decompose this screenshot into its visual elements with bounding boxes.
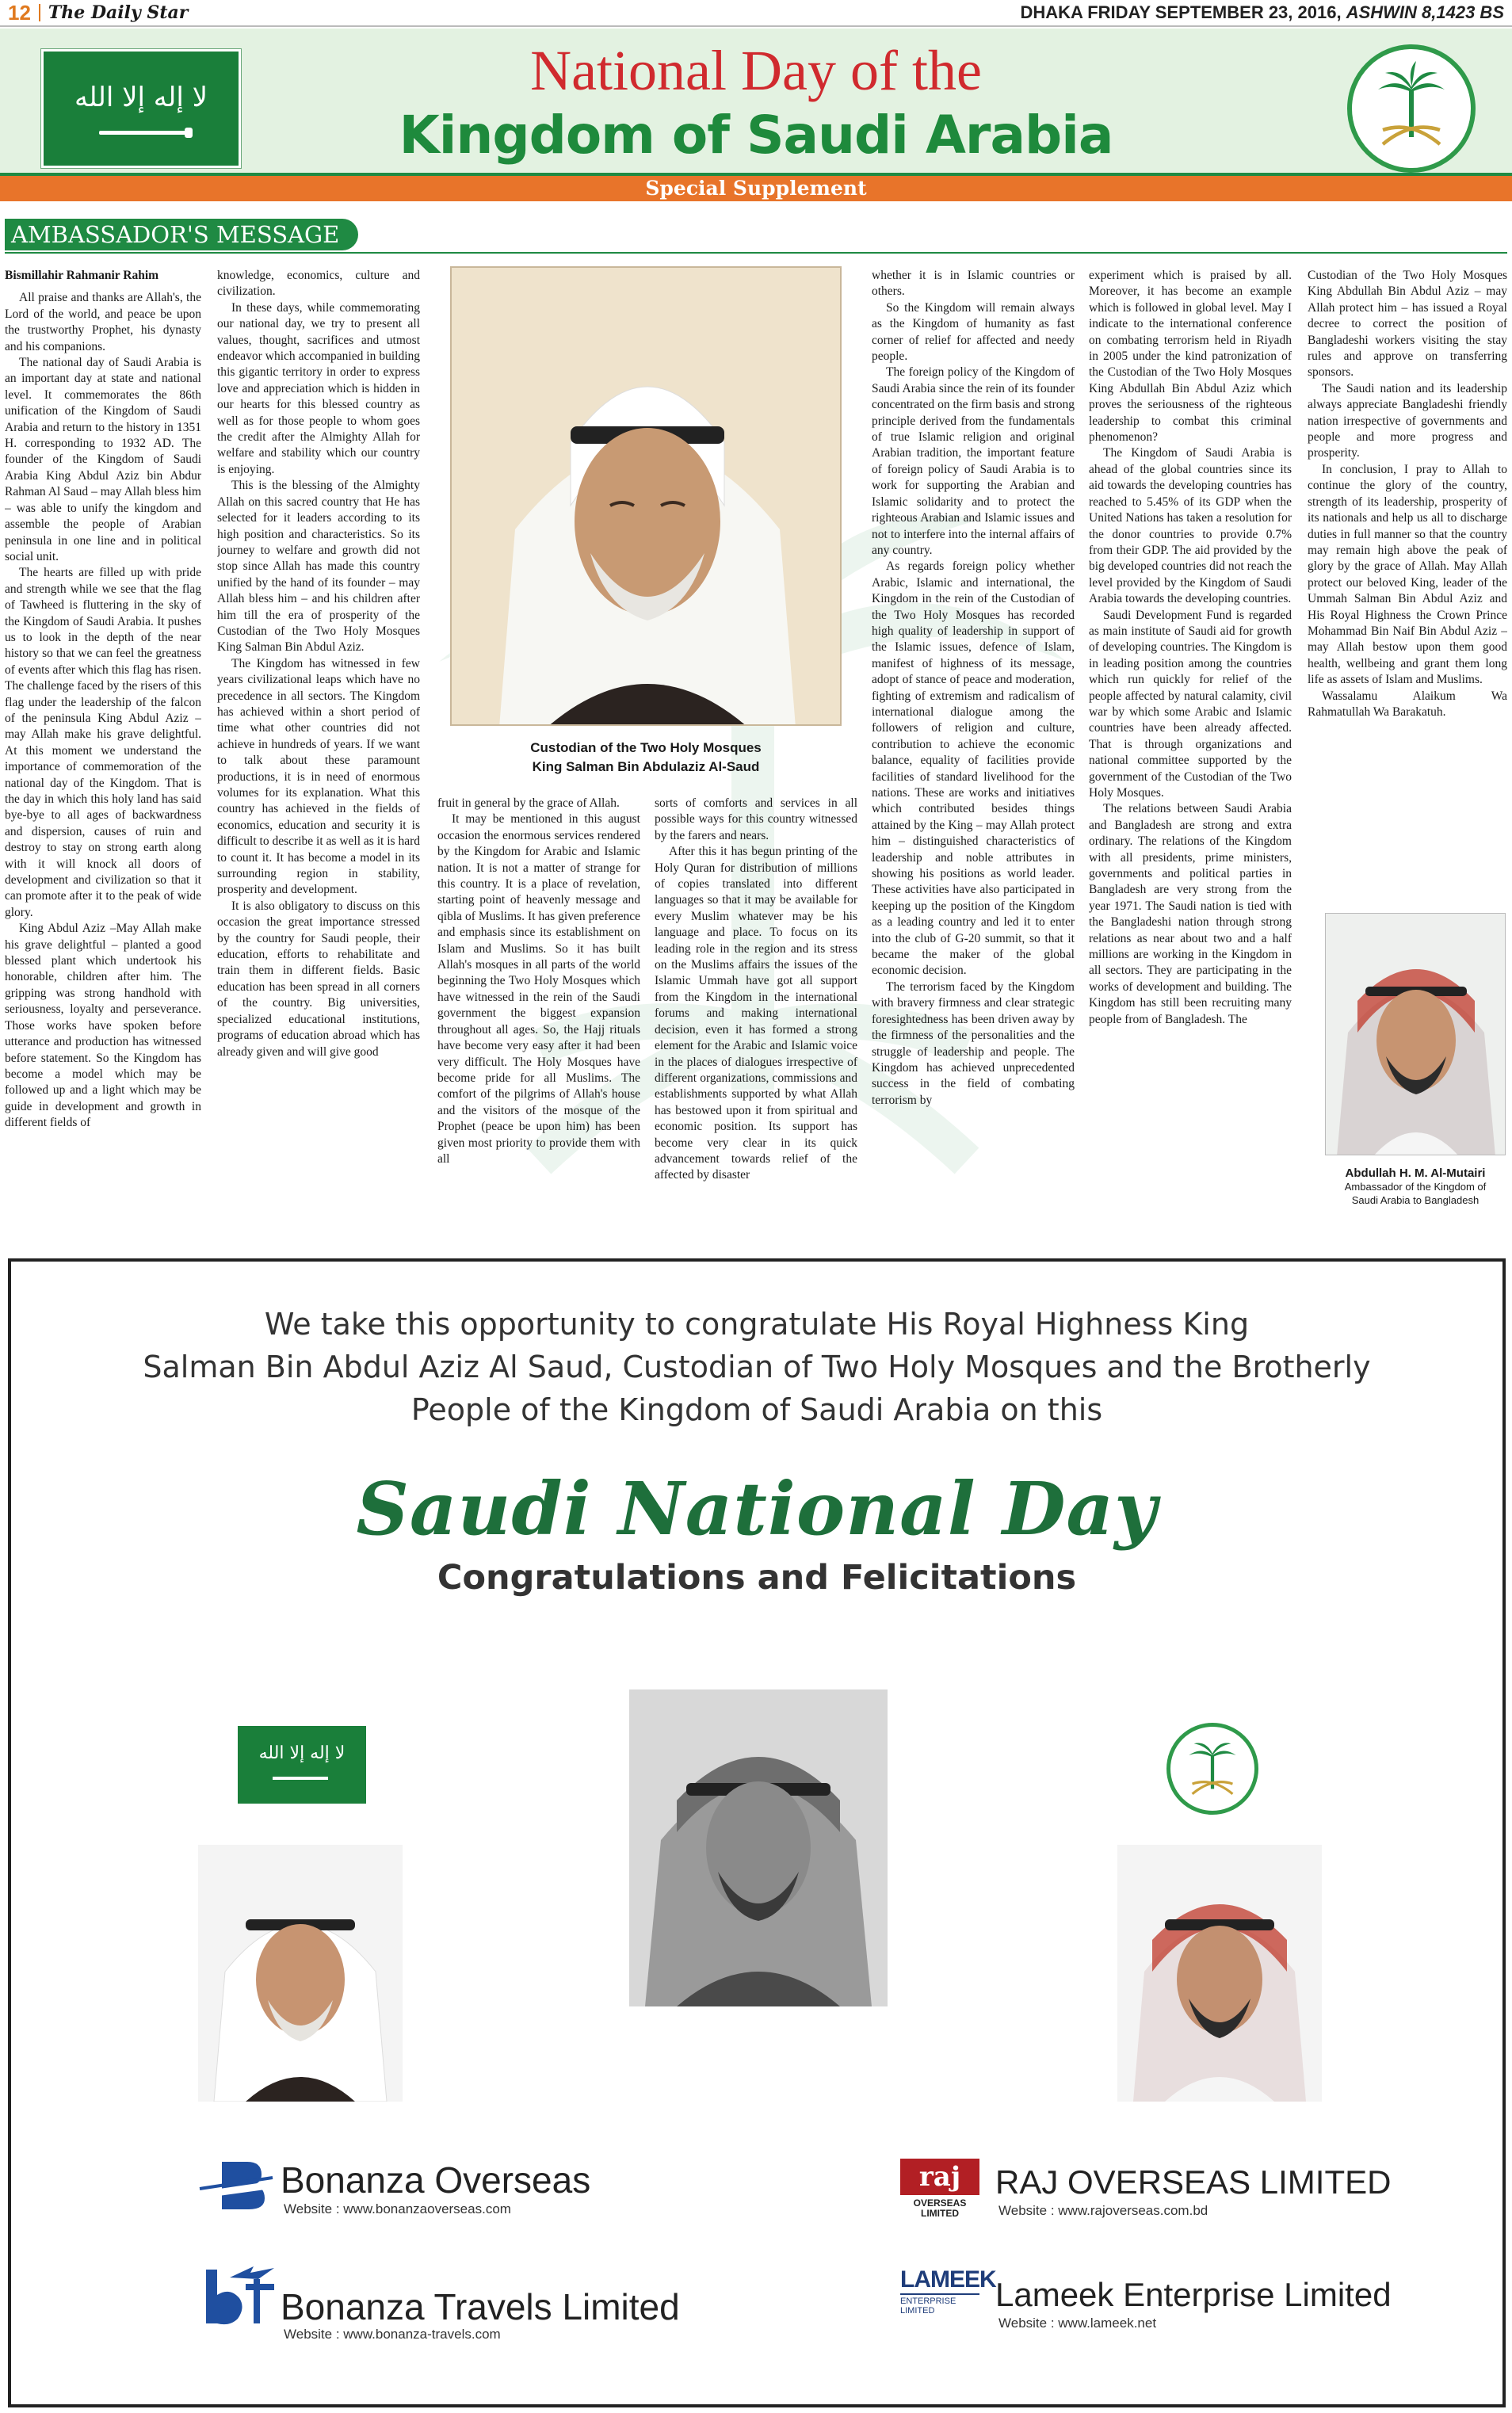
king-abdulaziz-portrait <box>629 1689 888 2006</box>
col6-para: The relations between Saudi Arabia and Bangladesh are strong and extra ordinary. The relations of the Kingdom with all presidents, prime ministers, governments and political parties in Bangladesh are very strong from the year 1971. The Saudi nation is tied with the Bangladeshi nation through strong relations as near about two and a half millions are working in the Kingdom in all sectors. They are participating in the works of development and building. The Kingdom has still been recruiting many people from of Bangladesh. The <box>1089 802 1292 1026</box>
col3-para: It may be mentioned in this august occasion the enormous services rendered by the Kingdom for Arabic and Islamic nation. It is not a matter of strange for this country. It is a place of revelation, starting point of heavenly message and qibla of Muslims. It has given preference and emphasis since its establishment on Islam and Muslims. So it has built Allah's mosques in all parts of the world beginning the Two Holy Mosques which have witnessed in the rein of the Saudi government the biggest expansion throughout all ages. So, the Hajj rituals have become very easy after it had been very difficult. The Holy Mosques have become pride for all Muslims. The comfort of the pilgrims of Allah's house and the visitors of the mosque of the Prophet (peace be upon him) has been given most priority to provide them with all <box>437 812 640 1166</box>
dateline <box>1020 2 1504 23</box>
supplement-label: Special Supplement <box>645 177 867 200</box>
supplement-header <box>0 29 1512 176</box>
bonanza-travels-icon <box>198 2263 277 2330</box>
header-title-line2: Kingdom of Saudi Arabia <box>399 105 1113 166</box>
col4-para: After this it has begun printing of the Holy Quran for distribution of millions of copies translated into different languages so that it may be available for every Muslim whatever may be his language and place. To focus on its leading role in the region and its stress on the Muslims affairs the issues of the Islamic Ummah have got all support from the Kingdom in the international forums and making international decision, even it has formed a strong element for the Arabic and Islamic voice in the places of dialogues irrespective of different organizations, commissions and establishments supported by what Allah has bestowed upon it from spiritual and economic position. Its support has become very clear in its quick advancement towards relief of the affected by disaster <box>655 845 857 1182</box>
col7-para: Custodian of the Two Holy Mosques King Abdullah Bin Abdul Aziz – may Allah protect him – has issued a Royal decree to correct the position of Bangladeshi workers visiting the stay rules and approve on transferring sponsors. <box>1308 269 1507 380</box>
article-column-1 <box>5 268 201 1219</box>
main-caption-line2: King Salman Bin Abdulaziz Al-Saud <box>532 759 760 774</box>
saudi-flag-small-icon: لا إله إلا الله <box>238 1726 366 1804</box>
col6-para: Saudi Development Fund is regarded as main institute of Saudi aid for growth of developing countries. The Kingdom is in leading position among the countries which run quickly for relief of the people affected by natural calamity, civil war by which some Arabic and Islamic countries have been already affected. That is through organizations and national committee supported by the government of the Custodian of the Two Holy Mosques. <box>1089 608 1292 800</box>
king-salman-ad-portrait <box>198 1845 403 2102</box>
raj-overseas-logo <box>900 2159 1392 2222</box>
lameek-badge-bottom: ENTERPRISE LIMITED <box>900 2293 979 2316</box>
col6-para: experiment which is praised by all. Moreover, it has become an example which is followed in global level. May I indicate to the international conference on combating terrorism held in Riyadh in 2005 under the kind patronization of the Custodian of the Two Holy Mosques King Abdullah Bin Abdul Aziz which proves the seriousness of the righteous leadership to combat this criminal phenomenon? <box>1089 269 1292 445</box>
company-name: Bonanza Overseas <box>281 2159 591 2201</box>
article-column-7 <box>1308 268 1507 902</box>
bonanza-overseas-icon <box>198 2157 274 2214</box>
col1-para: King Abdul Aziz –May Allah make his grave delightful – planted a good blessed plant which undertook his honorable, children after him. The gripping was strong handhold with seriousness, loyalty and perseverance. Those works have spoken before utterance and production has witnessed before statement. So the Kingdom has become a model which may be followed up and a light which may be guide in development and growth in different fields of <box>5 922 201 1130</box>
col1-para: All praise and thanks are Allah's, the Lord of the world, and peace be upon the trustworthy Prophet, his dynasty and his companions. <box>5 291 201 353</box>
raj-overseas-badge-icon <box>900 2159 979 2219</box>
ad-message <box>11 1303 1502 1431</box>
ambassador-name: Abdullah H. M. Al-Mutairi <box>1345 1166 1486 1180</box>
lameek-badge-top: LAMEEK <box>900 2266 996 2293</box>
company-website: Website : www.rajoverseas.com.bd <box>998 2203 1208 2218</box>
company-website: Website : www.lameek.net <box>998 2316 1157 2331</box>
col5-para: The foreign policy of the Kingdom of Saudi Arabia since the rein of its founder concentrated on the firm basis and strong principle derived from the fundamentals of true Islamic religion and original Arabian tradition, the important feature of foreign policy of Saudi Arabia is to work for supporting the Arabian and Islamic solidarity and to protect the righteous Arabian and Islamic issues and not to interfere into the internal affairs of any country. <box>872 365 1075 557</box>
saudi-emblem-small-icon <box>1166 1723 1258 1815</box>
col5-para: whether it is in Islamic countries or others. <box>872 269 1075 299</box>
col2-para: In these days, while commemorating our national day, we try to present all values, thought, sacrifices and utmost endeavor which accompanied in building this gigantic territory in order to express love and appreciation which is hidden in our hearts for this blessed country as well as for those people to whom goes the credit after the Almighty Allah for welfare and stability which our country is enjoying. <box>217 300 420 476</box>
dateline-date: DHAKA FRIDAY SEPTEMBER 23, 2016, <box>1020 2 1342 22</box>
article-column-3 <box>437 796 640 1224</box>
col1-para: The hearts are filled up with pride and strength while we see that the flag of Tawheed is fluttering in the sky of the Kingdom of Saudi Arabia. It pushes us to look in the depth of the near history so that we can feel the greatness of events after which this flag has risen. The challenge faced by the risers of this flag under the leadership of the falcon of the peninsula King Abdul Aziz – may Allah make his grave delightful. At this moment we understand the importance of commemoration of the national day of the Kingdom. That is the day in which this holy land has said bye-bye to all ages of backwardness and dispersion, causes of ruin and destroy to stay on strong earth along with it will knock all doors of development and civilization so that it can promote after it to the peak of wide glory. <box>5 566 201 919</box>
col6-para: The Kingdom of Saudi Arabia is ahead of the global countries since its aid towards the developing countries has reached to 5.45% of its GDP when the United Nations has taken a resolution for the donor countries to provide 0.7% from their GDP. The aid provided by the big developed countries did not reach the level provided by the Kingdom of Saudi Arabia towards the developing countries. <box>1089 446 1292 606</box>
col2-para: This is the blessing of the Almighty Allah on this sacred country that He has selected for it leaders according to its high position and characteristics. So its journey to welfare and growth did not stop since Allah has made this country unified by the hand of its founder – may Allah bless him – and his children after him till the era of prosperity of the Custodian of the Two Holy Mosques King Salman Bin Abdul Aziz. <box>217 479 420 655</box>
article-column-5 <box>872 268 1075 1219</box>
bonanza-travels-logo <box>198 2263 680 2342</box>
congratulations-advertisement <box>8 1258 1506 2407</box>
col7-para: The Saudi nation and its leadership always appreciate Bangladeshi friendly nation irrespective of governments and people and more progress and prosperity. <box>1308 381 1507 460</box>
ambassador-caption <box>1325 1166 1506 1207</box>
lameek-enterprise-logo <box>900 2266 1392 2338</box>
article-byline: Bismillahir Rahmanir Rahim <box>5 269 159 282</box>
ad-message-line1: We take this opportunity to congratulate His Royal Highness King <box>264 1307 1250 1342</box>
newspaper-name: The Daily Star <box>48 2 189 23</box>
col2-para: knowledge, economics, culture and civilization. <box>217 269 420 299</box>
ad-message-line3: People of the Kingdom of Saudi Arabia on this <box>410 1392 1103 1427</box>
col5-para: So the Kingdom will remain always as the Kingdom of humanity as fast corner of relief for affected and needy people. <box>872 300 1075 364</box>
header-title-line1: National Day of the <box>530 39 982 102</box>
company-name: RAJ OVERSEAS LIMITED <box>995 2163 1392 2201</box>
king-salman-portrait <box>450 266 842 726</box>
bonanza-overseas-logo <box>198 2157 610 2220</box>
ambassador-title-line2: Saudi Arabia to Bangladesh <box>1351 1194 1480 1206</box>
page-number: 12 <box>8 0 31 25</box>
article-column-4 <box>655 796 857 1224</box>
main-portrait-caption <box>450 739 842 777</box>
col1-para: The national day of Saudi Arabia is an important day at state and national level. It commemorates the 86th unification of the Kingdom of Saudi Arabia and return to the history in 1351 H. corresponding to 1932 AD. The founder of the Kingdom of Saudi Arabia King Abdul Aziz bin Abdur Rahman Al Saud – may Allah bless him – was able to unify the kingdom and assemble the people of Arabian peninsula in one line and in political social unit. <box>5 356 201 563</box>
saudi-flag-icon: لا إله إلا الله <box>41 49 241 168</box>
company-name: Bonanza Travels Limited <box>281 2286 680 2327</box>
col4-para: sorts of comforts and services in all possible ways for this country witnessed by the farers and nears. <box>655 796 857 842</box>
article-column-2 <box>217 268 420 1219</box>
company-website: Website : www.bonanza-travels.com <box>284 2327 501 2342</box>
col2-para: The Kingdom has witnessed in few years civilizational leaps which have no precedence in all sectors. The Kingdom has achieved within a short period of time what other countries did not achieve in hundreds of years. If we want to talk about these paramount productions, it is in need of enormous volumes for its explanation. What this country has achieved in the fields of economics, education and security it is difficult to describe it as well as it is hard to count it. It has become a model in its surrounding region in stability, prosperity and development. <box>217 656 420 897</box>
col2-para: It is also obligatory to discuss on this occasion the great importance stressed by the country for Saudi people, their education, efforts to rehabilitate and train them in different fields. Basic education has been spread in all corners of the country. Big universities, specialized educational institutions, programs of education abroad which has already given and will give good <box>217 899 420 1059</box>
dateline-bangla: ASHWIN 8,1423 BS <box>1346 2 1504 22</box>
section-rule <box>5 252 1507 254</box>
company-website: Website : www.bonanzaoverseas.com <box>284 2201 511 2216</box>
col7-para: In conclusion, I pray to Allah to continue the glory of the country, strength of its leadership, prosperity of its nationals and help us all to discharge duties in full manner so that the country may remain high above the peak of glory by the grace of Allah. May Allah protect our beloved King, leader of the Ummah Salman Bin Abdul Aziz and His Royal Highness the Crown Prince Mohammad Bin Naif Bin Abdul Aziz – may Allah bestow upon them good health, wellbeing and grant them long life as assets of Islam and Muslims. <box>1308 462 1507 687</box>
raj-badge-top: raj <box>900 2159 979 2195</box>
section-title: AMBASSADOR'S MESSAGE <box>5 219 358 250</box>
special-supplement-strip <box>0 176 1512 201</box>
masthead-bar <box>0 0 1512 27</box>
masthead-divider <box>39 4 40 21</box>
raj-badge-bottom: OVERSEAS LIMITED <box>913 2197 967 2219</box>
col3-para: fruit in general by the grace of Allah. <box>437 796 620 810</box>
col7-para: Wassalamu Alaikum Wa Rahmatullah Wa Barakatuh. <box>1308 689 1507 719</box>
ad-congrats: Congratulations and Felicitations <box>437 1558 1077 1598</box>
main-caption-line1: Custodian of the Two Holy Mosques <box>530 740 762 755</box>
col5-para: As regards foreign policy whether Arabic, Islamic and international, the Kingdom in the rein of the Custodian of the Two Holy Mosques has recorded high quality of leadership in support of the Islamic issues, defence of Islam, manifest of highness of its message, adopt of stance of peace and moderation, fighting of extremism and radicalism of international dialogue among the followers of religion and culture, contribution to achieve the economic balance, equality of facilities provide facilities of standard livelihood for the nations. These are works and initiatives which contributed besides things attained by the King – may Allah protect him – distinguished characteristics of leadership and noble attributes in showing his positions as world leader. These activities have also participated in keeping up the position of the Kingdom as a leading country and led it to enter into the club of G-20 summit, so that it became the maker of the global economic decision. <box>872 559 1075 978</box>
crown-prince-portrait <box>1117 1845 1322 2102</box>
col5-para: The terrorism faced by the Kingdom with bravery firmness and clear strategic foresightedness has been driven away by the firmness of the personalities and the struggle of leadership and people. The Kingdom has achieved unprecedented success in the field of combating terrorism by <box>872 979 1075 1107</box>
ambassador-portrait <box>1325 913 1506 1155</box>
company-name: Lameek Enterprise Limited <box>995 2276 1392 2313</box>
ad-script-title: Saudi National Day <box>356 1466 1158 1552</box>
article-column-6 <box>1089 268 1292 1219</box>
lameek-badge-icon <box>900 2266 996 2320</box>
ambassador-title-line1: Ambassador of the Kingdom of <box>1344 1181 1487 1193</box>
saudi-emblem-icon <box>1347 44 1476 173</box>
ad-message-line2: Salman Bin Abdul Aziz Al Saud, Custodian of Two Holy Mosques and the Brotherly <box>143 1350 1371 1384</box>
